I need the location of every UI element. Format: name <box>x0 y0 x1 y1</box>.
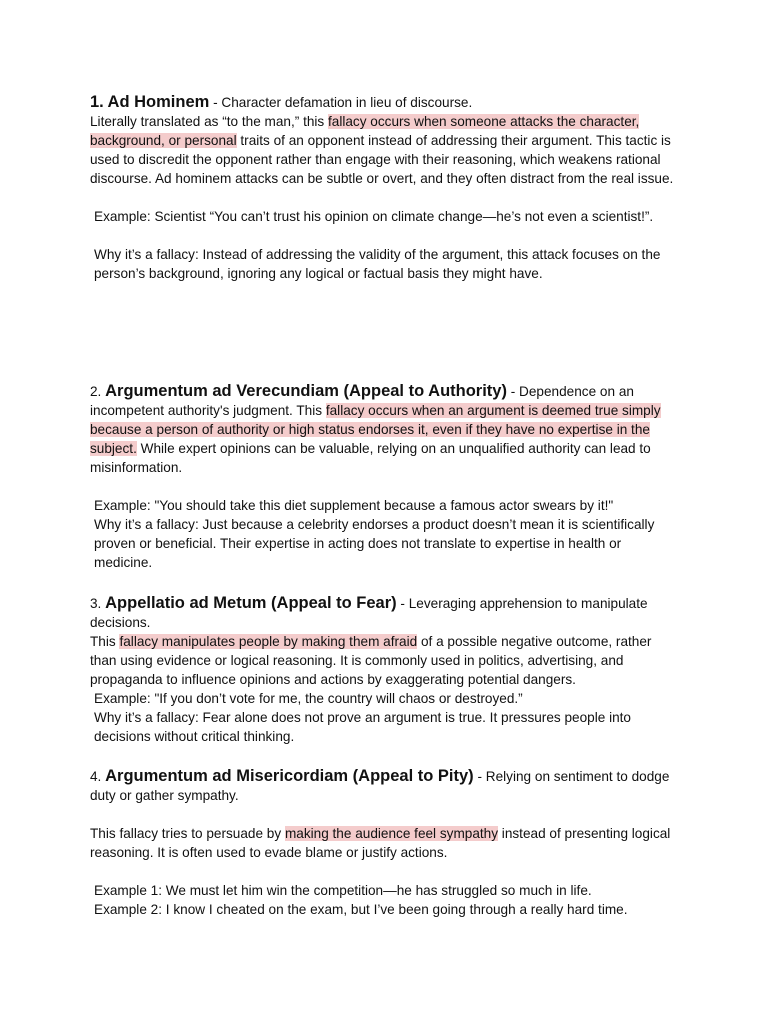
section-number: 2. <box>90 384 102 399</box>
body-text: This fallacy tries to persuade by <box>90 826 285 841</box>
section-subtitle: - Dependence on an incompetent authority's judgment. <box>90 384 634 418</box>
section-heading <box>90 767 680 805</box>
section-body <box>90 824 680 862</box>
why-text: Why it’s a fallacy: Just because a celebrity endorses a product doesn’t mean it is scientifically proven or beneficial. Their expertise in acting does not translate to expertise in health or medicine. <box>94 517 655 570</box>
section-title: Ad Hominem <box>107 93 210 111</box>
example-text: Example 2: I know I cheated on the exam, but I’ve been going through a really hard time. <box>94 902 628 917</box>
section-body <box>90 632 680 689</box>
body-text: instead of presenting logical reasoning. It is often used to evade blame or justify actions. <box>90 826 671 860</box>
highlighted-text: fallacy manipulates people by making them afraid <box>119 634 418 649</box>
section-appeal-to-fear <box>90 594 680 746</box>
section-heading <box>90 594 680 632</box>
why-text: Why it’s a fallacy: Fear alone does not prove an argument is true. It pressures people into decisions without critical thinking. <box>94 710 631 744</box>
body-text: of a possible negative outcome, rather than using evidence or logical reasoning. It is commonly used in politics, advertising, and propaganda to influence opinions and actions by exaggerating potential dangers. <box>90 634 652 687</box>
body-text: While expert opinions can be valuable, relying on an unqualified authority can lead to misinformation. <box>90 441 651 475</box>
section-appeal-to-pity <box>90 767 680 919</box>
section-title: Appellatio ad Metum (Appeal to Fear) <box>105 594 397 612</box>
example-text: Example: "If you don’t vote for me, the country will chaos or destroyed.” <box>94 691 523 706</box>
section-title: Argumentum ad Misericordiam (Appeal to Pity) <box>105 767 474 785</box>
body-text: traits of an opponent instead of addressing their argument. This tactic is used to discredit the opponent rather than engage with their reasoning, which weakens rational discourse. Ad hominem attacks can be subtle or overt, and they often distract from the real issue. <box>90 133 674 186</box>
section-number: 1. <box>90 93 104 111</box>
section-number: 4. <box>90 769 102 784</box>
section-title: Argumentum ad Verecundiam (Appeal to Authority) <box>105 382 507 400</box>
example-text: Example: "You should take this diet supplement because a famous actor swears by it!" <box>94 498 614 513</box>
why-text: Why it’s a fallacy: Instead of addressing the validity of the argument, this attack focuses on the person’s background, ignoring any logical or factual basis they might have. <box>94 247 661 281</box>
section-heading <box>90 93 680 112</box>
body-text: This <box>292 403 326 418</box>
body-text: Literally translated as “to the man,” this <box>90 114 328 129</box>
highlighted-text: fallacy occurs when someone attacks the character, background, or personal <box>90 114 640 148</box>
section-subtitle: - Character defamation in lieu of discourse. <box>209 95 473 110</box>
highlighted-text: fallacy occurs when an argument is deemed true simply because a person of authority or high status endorses it, even if they have no expertise in the subject. <box>90 403 661 456</box>
section-heading-and-body <box>90 382 680 477</box>
highlighted-text: making the audience feel sympathy <box>284 826 499 841</box>
example-text: Example 1: We must let him win the competition—he has struggled so much in life. <box>94 883 592 898</box>
section-body <box>90 112 680 188</box>
body-text: This <box>90 634 120 649</box>
section-appeal-to-authority <box>90 382 680 572</box>
section-subtitle: - Relying on sentiment to dodge duty or gather sympathy. <box>90 769 670 803</box>
example-text: Example: Scientist “You can’t trust his opinion on climate change—he’s not even a scientist!”. <box>94 209 654 224</box>
section-number: 3. <box>90 596 102 611</box>
section-ad-hominem <box>90 93 680 283</box>
section-subtitle: - Leveraging apprehension to manipulate decisions. <box>90 596 648 630</box>
